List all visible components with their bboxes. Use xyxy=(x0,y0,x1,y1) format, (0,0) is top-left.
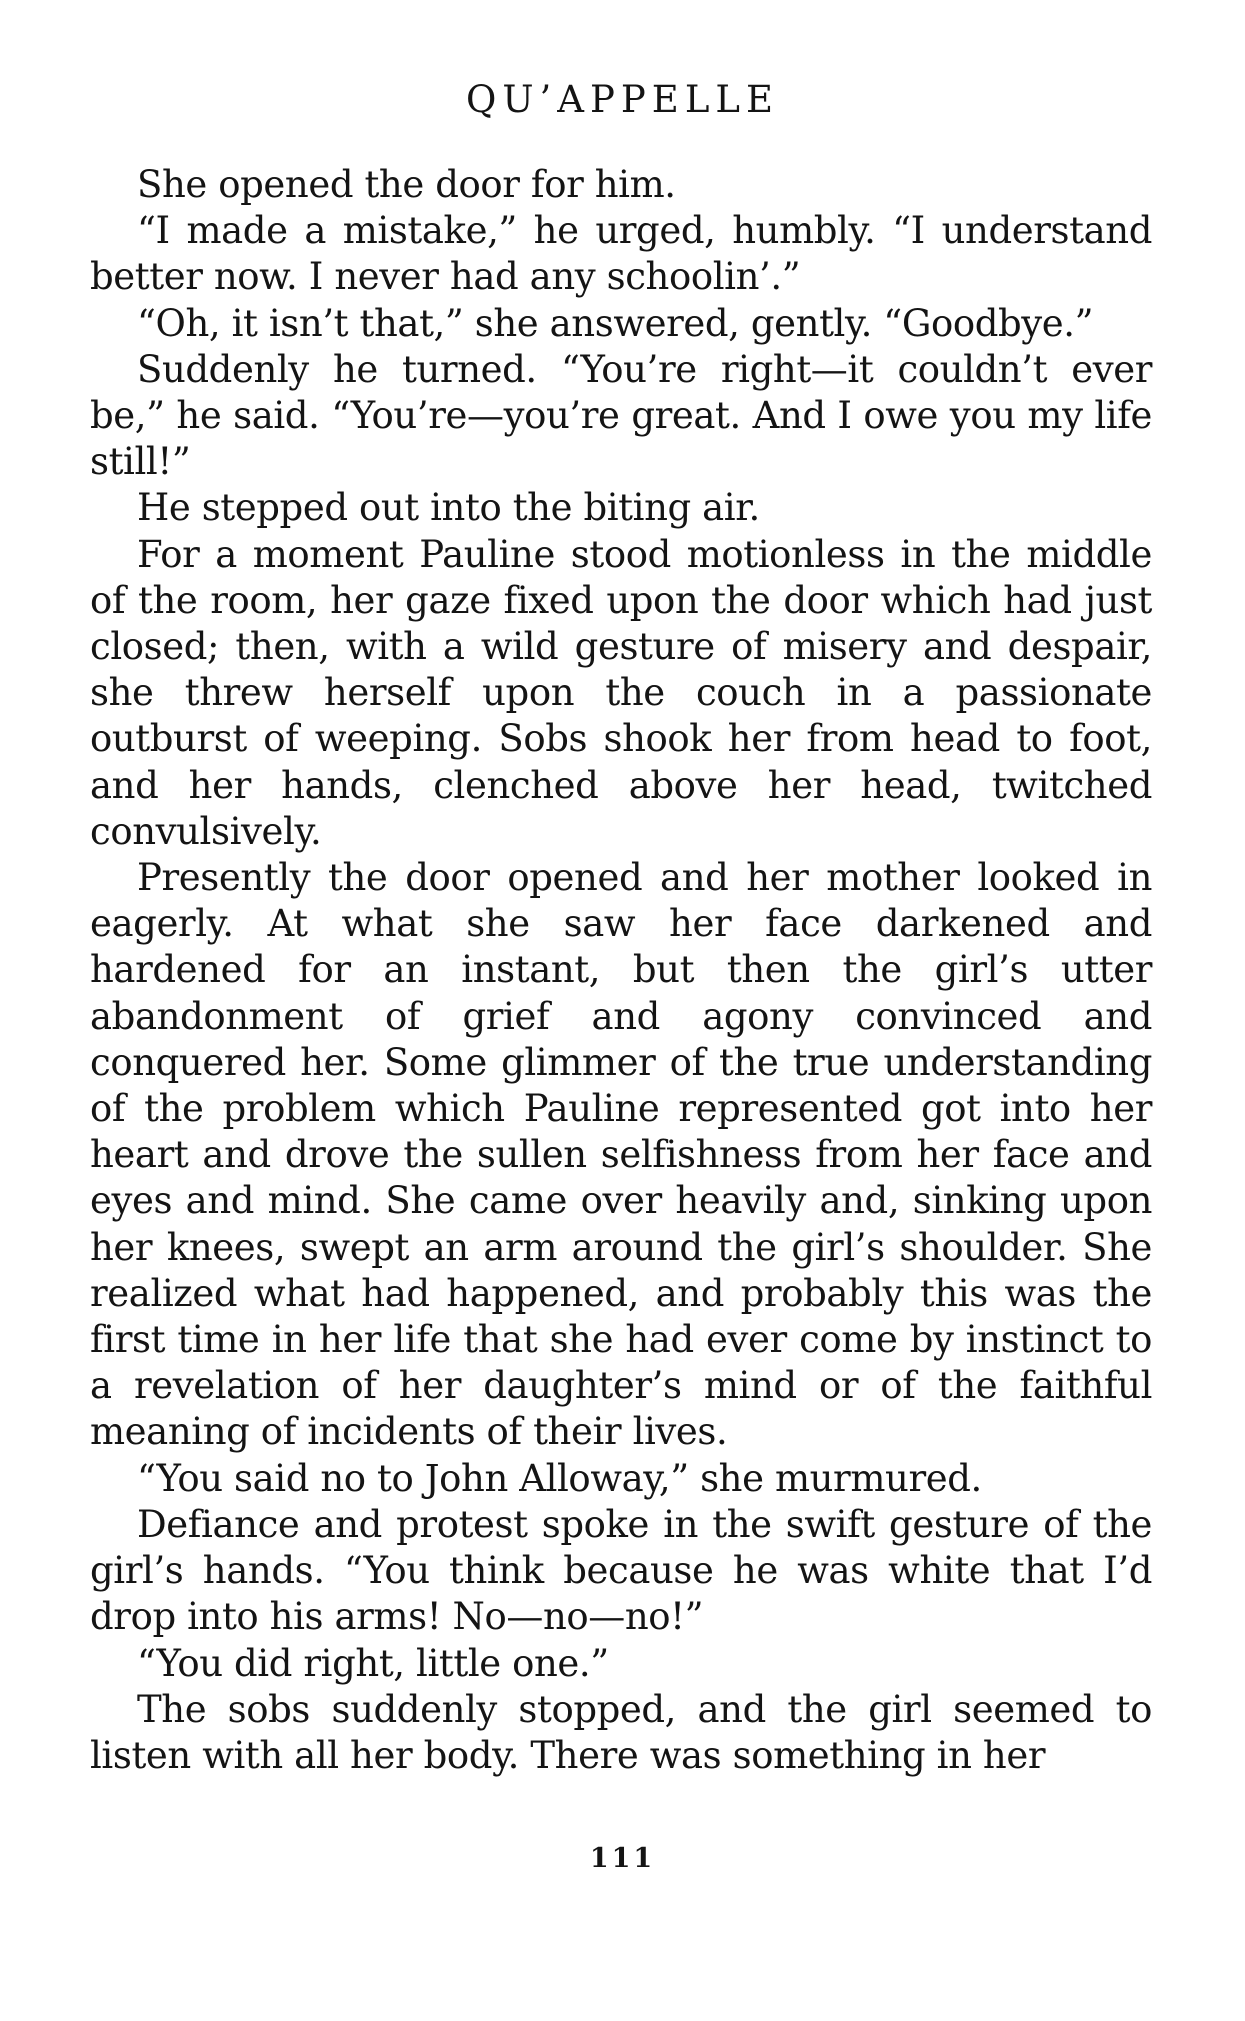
paragraph: For a moment Pauline stood motionless in the middle of the room, her gaze fixed upon the door which had just closed; then, with a wild gesture of misery and despair, she threw herself upon the couch in a passionate outburst of weeping. Sobs shook her from head to foot, and her hands, clenched above her head, twitched convulsively. xyxy=(90,532,1152,853)
paragraph: Suddenly he turned. “You’re right—it couldn’t ever be,” he said. “You’re—you’re great. And I owe you my life still!” xyxy=(90,347,1152,484)
running-head: QU’APPELLE xyxy=(466,78,779,121)
page-number: 111 xyxy=(589,1843,656,1874)
paragraph: He stepped out into the biting air. xyxy=(137,486,760,530)
paragraph: The sobs suddenly stopped, and the girl seemed to listen with all her body. There was something in her xyxy=(90,1687,1152,1777)
body-text xyxy=(90,162,1152,1779)
paragraph: “I made a mistake,” he urged, humbly. “I understand better now. I never had any schoolin’.” xyxy=(90,209,1152,299)
paragraph: “Oh, it isn’t that,” she answered, gently. “Goodbye.” xyxy=(137,301,1094,345)
paragraph: Presently the door opened and her mother looked in eagerly. At what she saw her face darkened and hardened for an instant, but then the girl’s utter abandonment of grief and agony convinced and conquered her. Some glimmer of the true understanding of the problem which Pauline represented got into her heart and drove the sullen selfishness from her face and eyes and mind. She came over heavily and, sinking upon her knees, swept an arm around the girl’s shoulder. She realized what had happened, and probably this was the first time in her life that she had ever come by instinct to a revelation of her daughter’s mind or of the faithful meaning of incidents of their lives. xyxy=(90,856,1152,1454)
paragraph: Defiance and protest spoke in the swift gesture of the girl’s hands. “You think because he was white that I’d drop into his arms! No—no—no!” xyxy=(90,1502,1152,1639)
paragraph: She opened the door for him. xyxy=(137,163,676,206)
paragraph: “You said no to John Alloway,” she murmured. xyxy=(137,1456,982,1500)
paragraph: “You did right, little one.” xyxy=(137,1641,609,1685)
